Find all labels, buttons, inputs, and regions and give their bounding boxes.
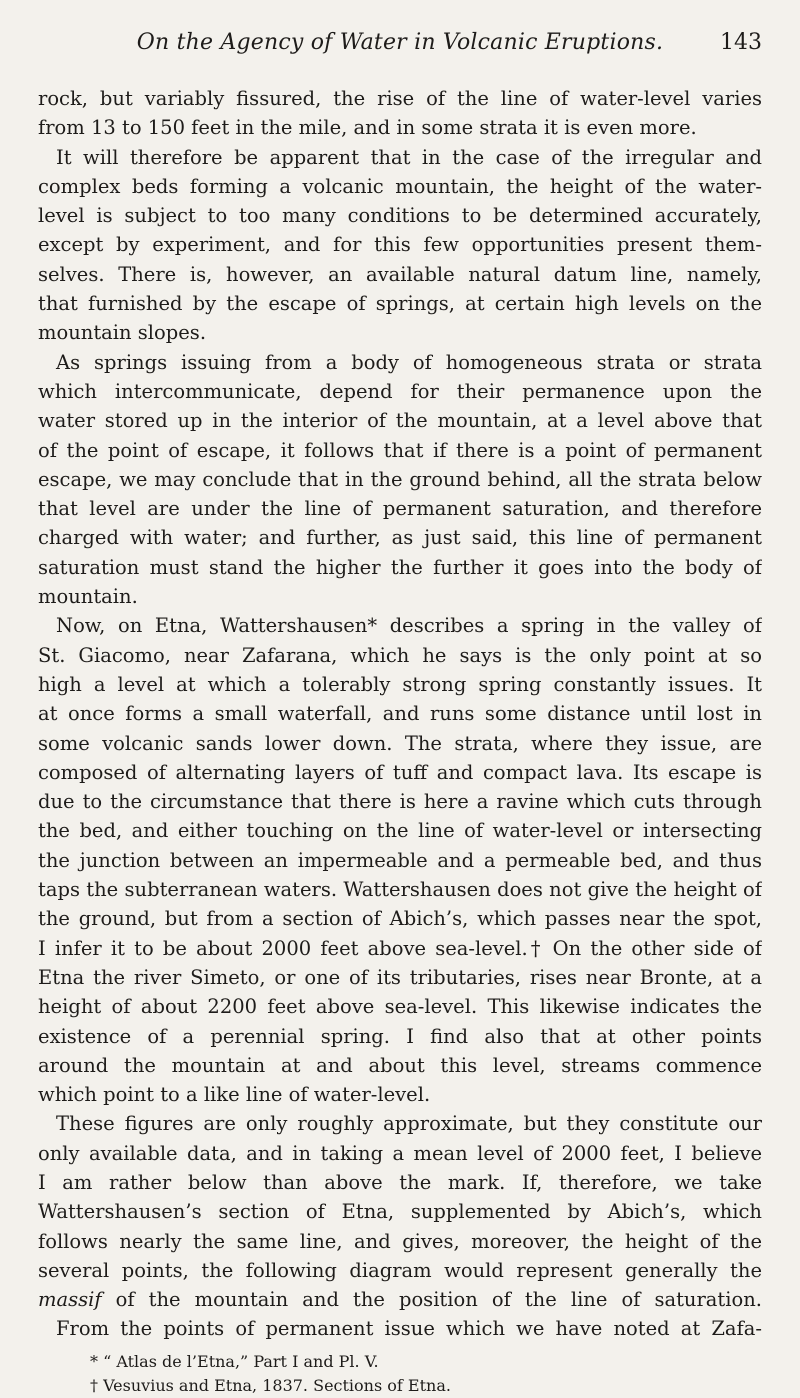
text-line: mountain. — [38, 585, 138, 609]
text-line: from 13 to 150 feet in the mile, and in some strata it is even more. — [38, 116, 697, 140]
text-line: I am rather below than above the mark. If, therefore, we take — [38, 1170, 762, 1194]
text-line: of the point of escape, it follows that if there is a point of permanent — [38, 438, 762, 462]
text-line: taps the subterranean waters. Wattershausen does not give the height of — [38, 878, 762, 902]
text-line: Wattershausen’s section of Etna, supplemented by Abich’s, which — [38, 1200, 762, 1224]
text-line: escape, we may conclude that in the ground behind, all the strata below — [38, 467, 762, 491]
text-line: only available data, and in taking a mean level of 2000 feet, I believe — [38, 1141, 762, 1165]
text-line: follows nearly the same line, and gives, moreover, the height of the — [38, 1229, 762, 1253]
text-line: Etna the river Simeto, or one of its tributaries, rises near Bronte, at a — [38, 965, 762, 989]
text-line: which intercommunicate, depend for their permanence upon the — [38, 379, 762, 403]
text-line: As springs issuing from a body of homogeneous strata or strata — [56, 350, 762, 374]
text-line: the ground, but from a section of Abich’s, which passes near the spot, — [38, 907, 762, 931]
text-line: saturation must stand the higher the further it goes into the body of — [38, 555, 762, 579]
text-line: Now, on Etna, Wattershausen* describes a spring in the valley of — [56, 614, 762, 638]
text-line: some volcanic sands lower down. The strata, where they issue, are — [38, 731, 762, 755]
book-page — [38, 28, 762, 1398]
text-line: around the mountain at and about this level, streams commence — [38, 1053, 762, 1077]
text-line: charged with water; and further, as just said, this line of permanent — [38, 526, 762, 550]
footnotes — [38, 1350, 762, 1398]
text-line: From the points of permanent issue which we have noted at Zafa- — [56, 1317, 762, 1341]
text-line: which point to a like line of water-level. — [38, 1083, 431, 1107]
text-line: It will therefore be apparent that in the case of the irregular and — [56, 145, 762, 169]
text-line: several points, the following diagram would represent generally the — [38, 1258, 762, 1282]
text-line: height of about 2200 feet above sea-level. This likewise indicates the — [38, 995, 762, 1019]
text-line: selves. There is, however, an available natural datum line, namely, — [38, 262, 762, 286]
text-line: the junction between an impermeable and a permeable bed, and thus — [38, 848, 762, 872]
page-header — [38, 28, 762, 70]
italic-term: massif — [38, 1288, 102, 1312]
text-line: high a level at which a tolerably strong spring constantly issues. It — [38, 672, 762, 696]
text-line: massif of the mountain and the position of the line of saturation. — [38, 1288, 762, 1312]
text-line: existence of a perennial spring. I find also that at other points — [38, 1024, 762, 1048]
text-line: rock, but variably fissured, the rise of the line of water-level varies — [38, 87, 762, 110]
text-line: I infer it to be about 2000 feet above sea-level.† On the other side of — [38, 936, 762, 960]
text-line: that furnished by the escape of springs, at certain high levels on the — [38, 292, 762, 316]
running-title: On the Agency of Water in Volcanic Eruptions. — [136, 30, 664, 55]
footnote: † Vesuvius and Etna, 1837. Sections of Etna. — [90, 1375, 451, 1395]
text-line: St. Giacomo, near Zafarana, which he says is the only point at so — [38, 643, 762, 667]
text-line: These figures are only roughly approximate, but they constitute our — [56, 1112, 762, 1136]
text-line: composed of alternating layers of tuff and compact lava. Its escape is — [38, 760, 762, 784]
text-line: due to the circumstance that there is here a ravine which cuts through — [38, 790, 762, 814]
text-line: at once forms a small waterfall, and runs some distance until lost in — [38, 702, 762, 726]
text-line: the bed, and either touching on the line of water-level or intersecting — [38, 819, 762, 843]
text-line: except by experiment, and for this few opportunities present them- — [38, 233, 762, 257]
page-number: 143 — [720, 30, 762, 55]
text-line: water stored up in the interior of the mountain, at a level above that — [38, 409, 762, 433]
body-text — [38, 84, 762, 1344]
text-line: level is subject to too many conditions to be determined accurately, — [38, 204, 762, 228]
footnote: * “ Atlas de l’Etna,” Part I and Pl. V. — [90, 1351, 379, 1371]
text-line: mountain slopes. — [38, 321, 207, 345]
text-line: complex beds forming a volcanic mountain, the height of the water- — [38, 174, 762, 198]
text-line: that level are under the line of permanent saturation, and therefore — [38, 497, 762, 521]
